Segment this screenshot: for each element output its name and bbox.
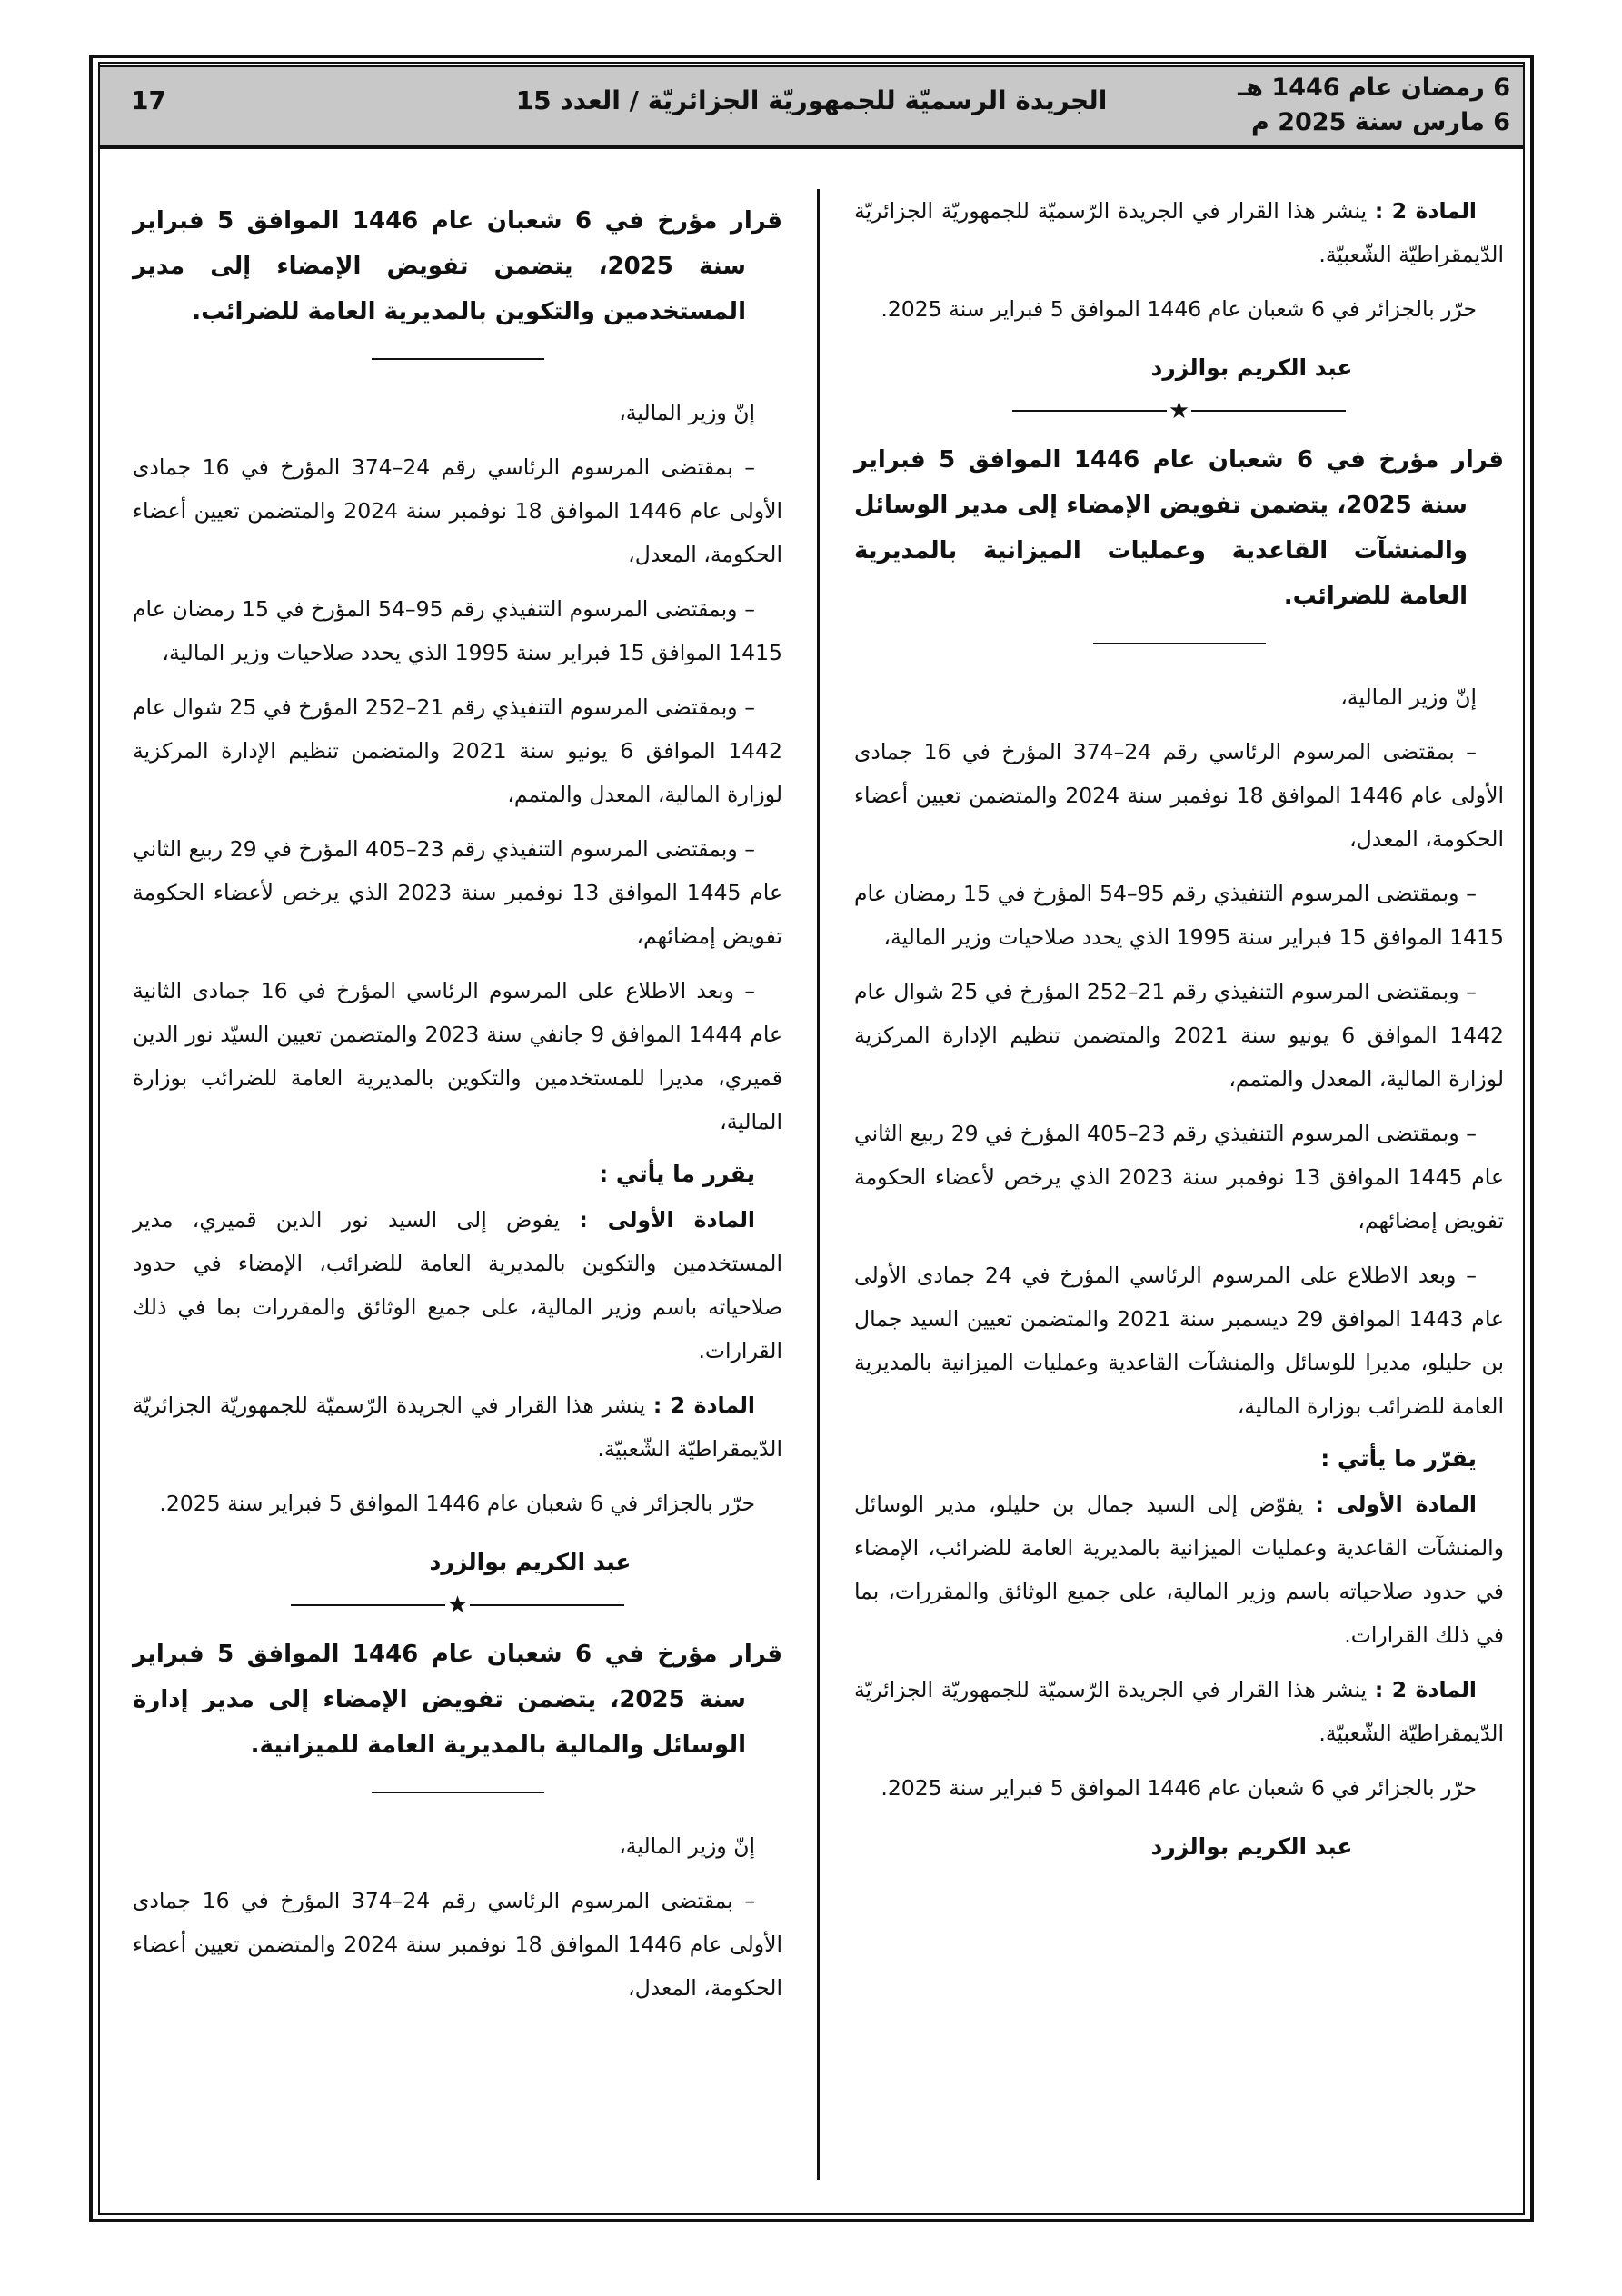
paragraph xyxy=(854,970,1504,1101)
paragraph xyxy=(854,287,1504,331)
gazette-title: الجريدة الرسميّة للجمهوريّة الجزائريّة / العدد 15 xyxy=(515,85,1108,115)
paragraph-text: إنّ وزير المالية، xyxy=(619,400,755,425)
signature: عبد الكريم بوالزرد xyxy=(429,1549,632,1575)
paragraph-text: حرّر بالجزائر في 6 شعبان عام 1446 الموافق 5 فبراير سنة 2025. xyxy=(881,296,1477,322)
paragraph xyxy=(133,685,782,816)
paragraph xyxy=(854,1253,1504,1428)
paragraph xyxy=(133,1482,782,1525)
paragraph-text: – وبمقتضى المرسوم التنفيذي رقم 23–405 المؤرخ في 29 ربيع الثاني عام 1445 الموافق 13 نوفمبر سنة 2023 الذي يرخص لأعضاء الحكومة تفويض إمضائهم، xyxy=(854,1121,1504,1233)
paragraph xyxy=(133,445,782,576)
hijri-date: 6 رمضان عام 1446 هـ xyxy=(1238,74,1510,102)
paragraph xyxy=(133,1879,782,2010)
paragraph-text: – وبمقتضى المرسوم التنفيذي رقم 95–54 المؤرخ في 15 رمضان عام 1415 الموافق 15 فبراير سنة 1995 الذي يحدد صلاحيات وزير المالية، xyxy=(854,881,1504,950)
divider-line xyxy=(470,1604,624,1606)
decides-heading: يقرر ما يأتي : xyxy=(599,1161,755,1187)
gazette-header xyxy=(100,65,1523,149)
paragraph-text: إنّ وزير المالية، xyxy=(619,1833,755,1859)
paragraph xyxy=(133,587,782,674)
paragraph-text: – بمقتضى المرسوم الرئاسي رقم 24–374 المؤرخ في 16 جمادى الأولى عام 1446 الموافق 18 نوفمبر سنة 2024 والمتضمن تعيين أعضاء الحكومة، المعدل، xyxy=(854,739,1505,852)
divider-line xyxy=(1191,410,1346,412)
paragraph xyxy=(133,827,782,958)
decision-title: قرار مؤرخ في 6 شعبان عام 1446 الموافق 5 فبراير سنة 2025، يتضمن تفويض الإمضاء إلى مدير المستخدمين والتكوين بالمديرية العامة للضرائب. xyxy=(133,207,782,325)
decides-heading: يقرّر ما يأتي : xyxy=(1320,1445,1477,1472)
article-label: المادة 2 : xyxy=(1374,198,1477,224)
paragraph-text: يفوّض إلى السيد جمال بن حليلو، مدير الوسائل والمنشآت القاعدية وعمليات الميزانية بالمديرية العامة للضرائب، الإمضاء في حدود صلاحياته باسم وزير المالية، على جميع الوثائق والمقررات، بما في ذلك القرارات. xyxy=(854,1492,1504,1648)
paragraph-text: ينشر هذا القرار في الجريدة الرّسميّة للجمهوريّة الجزائريّة الدّيمقراطيّة الشّعبيّة. xyxy=(133,1393,782,1462)
paragraph xyxy=(133,1198,782,1373)
signature: عبد الكريم بوالزرد xyxy=(1150,354,1353,381)
paragraph xyxy=(854,730,1504,861)
gregorian-date: 6 مارس سنة 2025 م xyxy=(1251,108,1510,136)
paragraph xyxy=(854,189,1504,276)
article-label: المادة 2 : xyxy=(652,1393,755,1418)
paragraph-text: حرّر بالجزائر في 6 شعبان عام 1446 الموافق 5 فبراير سنة 2025. xyxy=(881,1775,1477,1801)
decision-title: قرار مؤرخ في 6 شعبان عام 1446 الموافق 5 فبراير سنة 2025، يتضمن تفويض الإمضاء إلى مدير الوسائل والمنشآت القاعدية وعمليات الميزانية بالمديرية العامة للضرائب. xyxy=(854,446,1504,610)
short-divider xyxy=(372,1792,544,1793)
paragraph xyxy=(133,391,782,434)
divider-line xyxy=(1012,410,1167,412)
paragraph-text: يفوض إلى السيد نور الدين قميري، مدير المستخدمين والتكوين بالمديرية العامة للضرائب، الإمضاء في حدود صلاحياته باسم وزير المالية، على جميع الوثائق والمقررات بما في ذلك القرارات. xyxy=(133,1207,782,1363)
signature: عبد الكريم بوالزرد xyxy=(1150,1833,1353,1860)
page-number: 17 xyxy=(131,85,166,115)
paragraph-text: – بمقتضى المرسوم الرئاسي رقم 24–374 المؤرخ في 16 جمادى الأولى عام 1446 الموافق 18 نوفمبر سنة 2024 والمتضمن تعيين أعضاء الحكومة، المعدل، xyxy=(133,454,783,567)
left-column xyxy=(133,189,801,2180)
paragraph-text: – وبمقتضى المرسوم التنفيذي رقم 95–54 المؤرخ في 15 رمضان عام 1415 الموافق 15 فبراير سنة 1995 الذي يحدد صلاحيات وزير المالية، xyxy=(133,596,782,665)
paragraph-text: ينشر هذا القرار في الجريدة الرّسميّة للجمهوريّة الجزائريّة الدّيمقراطيّة الشّعبيّة. xyxy=(854,1677,1504,1746)
paragraph xyxy=(854,1668,1504,1755)
paragraph-text: – بمقتضى المرسوم الرئاسي رقم 24–374 المؤرخ في 16 جمادى الأولى عام 1446 الموافق 18 نوفمبر سنة 2024 والمتضمن تعيين أعضاء الحكومة، المعدل، xyxy=(133,1888,783,2001)
paragraph xyxy=(133,1383,782,1471)
paragraph-text: حرّر بالجزائر في 6 شعبان عام 1446 الموافق 5 فبراير سنة 2025. xyxy=(159,1491,755,1516)
paragraph xyxy=(854,1482,1504,1657)
paragraph-text: – وبمقتضى المرسوم التنفيذي رقم 23–405 المؤرخ في 29 ربيع الثاني عام 1445 الموافق 13 نوفمبر سنة 2023 الذي يرخص لأعضاء الحكومة تفويض إمضائهم، xyxy=(133,836,782,949)
paragraph-text: – وبمقتضى المرسوم التنفيذي رقم 21–252 المؤرخ في 25 شوال عام 1442 الموافق 6 يونيو سنة 2021 والمتضمن تنظيم الإدارة المركزية لوزارة المالية، المعدل والمتمم، xyxy=(854,979,1504,1092)
paragraph xyxy=(854,872,1504,959)
article-label: المادة الأولى : xyxy=(1315,1492,1477,1517)
short-divider xyxy=(1093,643,1266,644)
paragraph-text: إنّ وزير المالية، xyxy=(1340,684,1477,710)
paragraph-text: – وبعد الاطلاع على المرسوم الرئاسي المؤرخ في 16 جمادى الثانية عام 1444 الموافق 9 جانفي سنة 2023 والمتضمن تعيين السيّد نور الدين قميري، مديرا للمستخدمين والتكوين بالمديرية العامة للضرائب بوزارة المالية، xyxy=(133,978,783,1134)
star-icon: ★ xyxy=(1168,397,1190,424)
content-columns xyxy=(118,189,1504,2180)
paragraph xyxy=(854,1766,1504,1810)
decision-title: قرار مؤرخ في 6 شعبان عام 1446 الموافق 5 فبراير سنة 2025، يتضمن تفويض الإمضاء إلى مدير إدارة الوسائل والمالية بالمديرية العامة للميزانية. xyxy=(133,1641,782,1759)
star-divider xyxy=(133,1593,782,1617)
paragraph-text: ينشر هذا القرار في الجريدة الرّسميّة للجمهوريّة الجزائريّة الدّيمقراطيّة الشّعبيّة. xyxy=(854,198,1504,267)
short-divider xyxy=(372,358,544,360)
article-label: المادة 2 : xyxy=(1374,1677,1477,1702)
paragraph xyxy=(133,1824,782,1868)
paragraph-text: – وبعد الاطلاع على المرسوم الرئاسي المؤرخ في 24 جمادى الأولى عام 1443 الموافق 29 ديسمبر سنة 2021 والمتضمن تعيين السيد جمال بن حليلو، مديرا للوسائل والمنشآت القاعدية وعمليات الميزانية بالمديرية العامة للضرائب بوزارة المالية، xyxy=(854,1263,1505,1419)
paragraph xyxy=(854,1112,1504,1243)
paragraph xyxy=(854,675,1504,719)
paragraph xyxy=(133,969,782,1143)
star-divider xyxy=(854,399,1504,423)
right-column xyxy=(836,189,1504,2180)
article-label: المادة الأولى : xyxy=(579,1207,755,1233)
star-icon: ★ xyxy=(446,1592,469,1619)
column-divider xyxy=(817,189,820,2180)
divider-line xyxy=(291,1604,445,1606)
paragraph-text: – وبمقتضى المرسوم التنفيذي رقم 21–252 المؤرخ في 25 شوال عام 1442 الموافق 6 يونيو سنة 2021 والمتضمن تنظيم الإدارة المركزية لوزارة المالية، المعدل والمتمم، xyxy=(133,694,782,807)
